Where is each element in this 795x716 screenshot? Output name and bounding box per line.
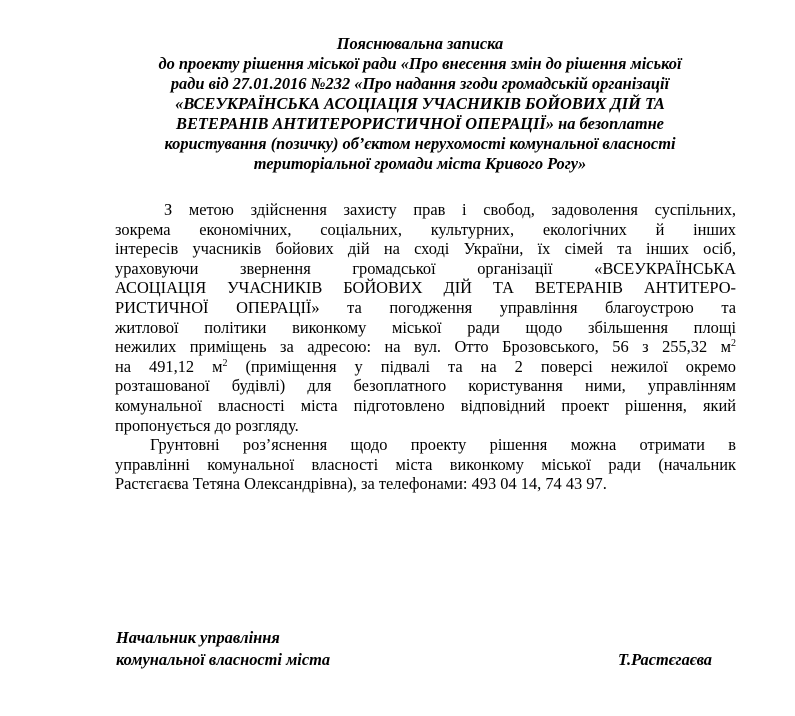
paragraph-1	[115, 200, 736, 435]
paragraph-line: управлінні комунальної власності міста виконкому міської ради (начальник	[115, 454, 736, 474]
area-text: на 491,12 м	[115, 356, 223, 376]
paragraph-2	[115, 435, 736, 494]
signature-name: Т.Растєгаєва	[618, 650, 712, 669]
paragraph-line: пропонується до розгляду.	[115, 415, 299, 435]
paragraph-line: комунальної власності міста підготовлено відповідний проект рішення, який	[115, 395, 736, 415]
header-line-5: користування (позичку) об’єктом нерухомості комунальної власності	[164, 134, 676, 153]
document-body	[115, 200, 736, 494]
document-header	[110, 34, 730, 174]
paragraph-line: АСОЦІАЦІЯ УЧАСНИКІВ БОЙОВИХ ДІЙ ТА ВЕТЕРАНІВ АНТИТЕРО-	[115, 278, 736, 298]
paragraph-line: житлової політики виконкому міської ради щодо збільшення площі	[115, 317, 736, 337]
signature-position-line-1: Начальник управління	[116, 628, 280, 647]
paragraph-line: розташованої будівлі) для безоплатного користування ними, управлінням	[115, 376, 736, 396]
header-line-3: «ВСЕУКРАЇНСЬКА АСОЦІАЦІЯ УЧАСНИКІВ БОЙОВИХ ДІЙ ТА	[175, 94, 665, 113]
paragraph-line	[115, 357, 736, 377]
paragraph-line: зокрема економічних, соціальних, культурних, екологічних й інших	[115, 219, 736, 239]
superscript-2: 2	[222, 357, 228, 369]
paragraph-line: Растєгаєва Тетяна Олександрівна), за телефонами: 493 04 14, 74 43 97.	[115, 474, 607, 494]
paragraph-line: ураховуючи звернення громадської організації «ВСЕУКРАЇНСЬКА	[115, 258, 736, 278]
paragraph-line: інтересів учасників бойових дій на сході України, їх сімей та інших осіб,	[115, 239, 736, 259]
superscript-2: 2	[731, 338, 736, 350]
header-line-1: до проекту рішення міської ради «Про внесення змін до рішення міської	[158, 54, 682, 73]
header-line-6: територіальної громади міста Кривого Рогу»	[253, 154, 587, 173]
paragraph-line: Грунтовні роз’яснення щодо проекту рішення можна отримати в	[150, 435, 736, 455]
signature-position-line-2: комунальної власності міста	[116, 650, 331, 669]
area-continuation: (приміщення у підвалі та на 2 поверсі нежилої окремо	[227, 356, 736, 376]
paragraph-line	[115, 337, 736, 357]
address-text: нежилих приміщень за адресою: на вул. Отто Брозовського, 56 з 255,32 м	[115, 337, 731, 357]
signature-block	[116, 627, 736, 671]
header-line-2: ради від 27.01.2016 №232 «Про надання згоди громадській організації	[170, 74, 670, 93]
paragraph-line: РИСТИЧНОЇ ОПЕРАЦІЇ» та погодження управління благоустрою та	[115, 297, 736, 317]
document-title: Пояснювальна записка	[336, 34, 504, 53]
header-line-4: ВЕТЕРАНІВ АНТИТЕРОРИСТИЧНОЇ ОПЕРАЦІЇ» на безоплатне	[176, 114, 664, 133]
paragraph-line: З метою здійснення захисту прав і свобод, задоволення суспільних,	[164, 200, 736, 219]
